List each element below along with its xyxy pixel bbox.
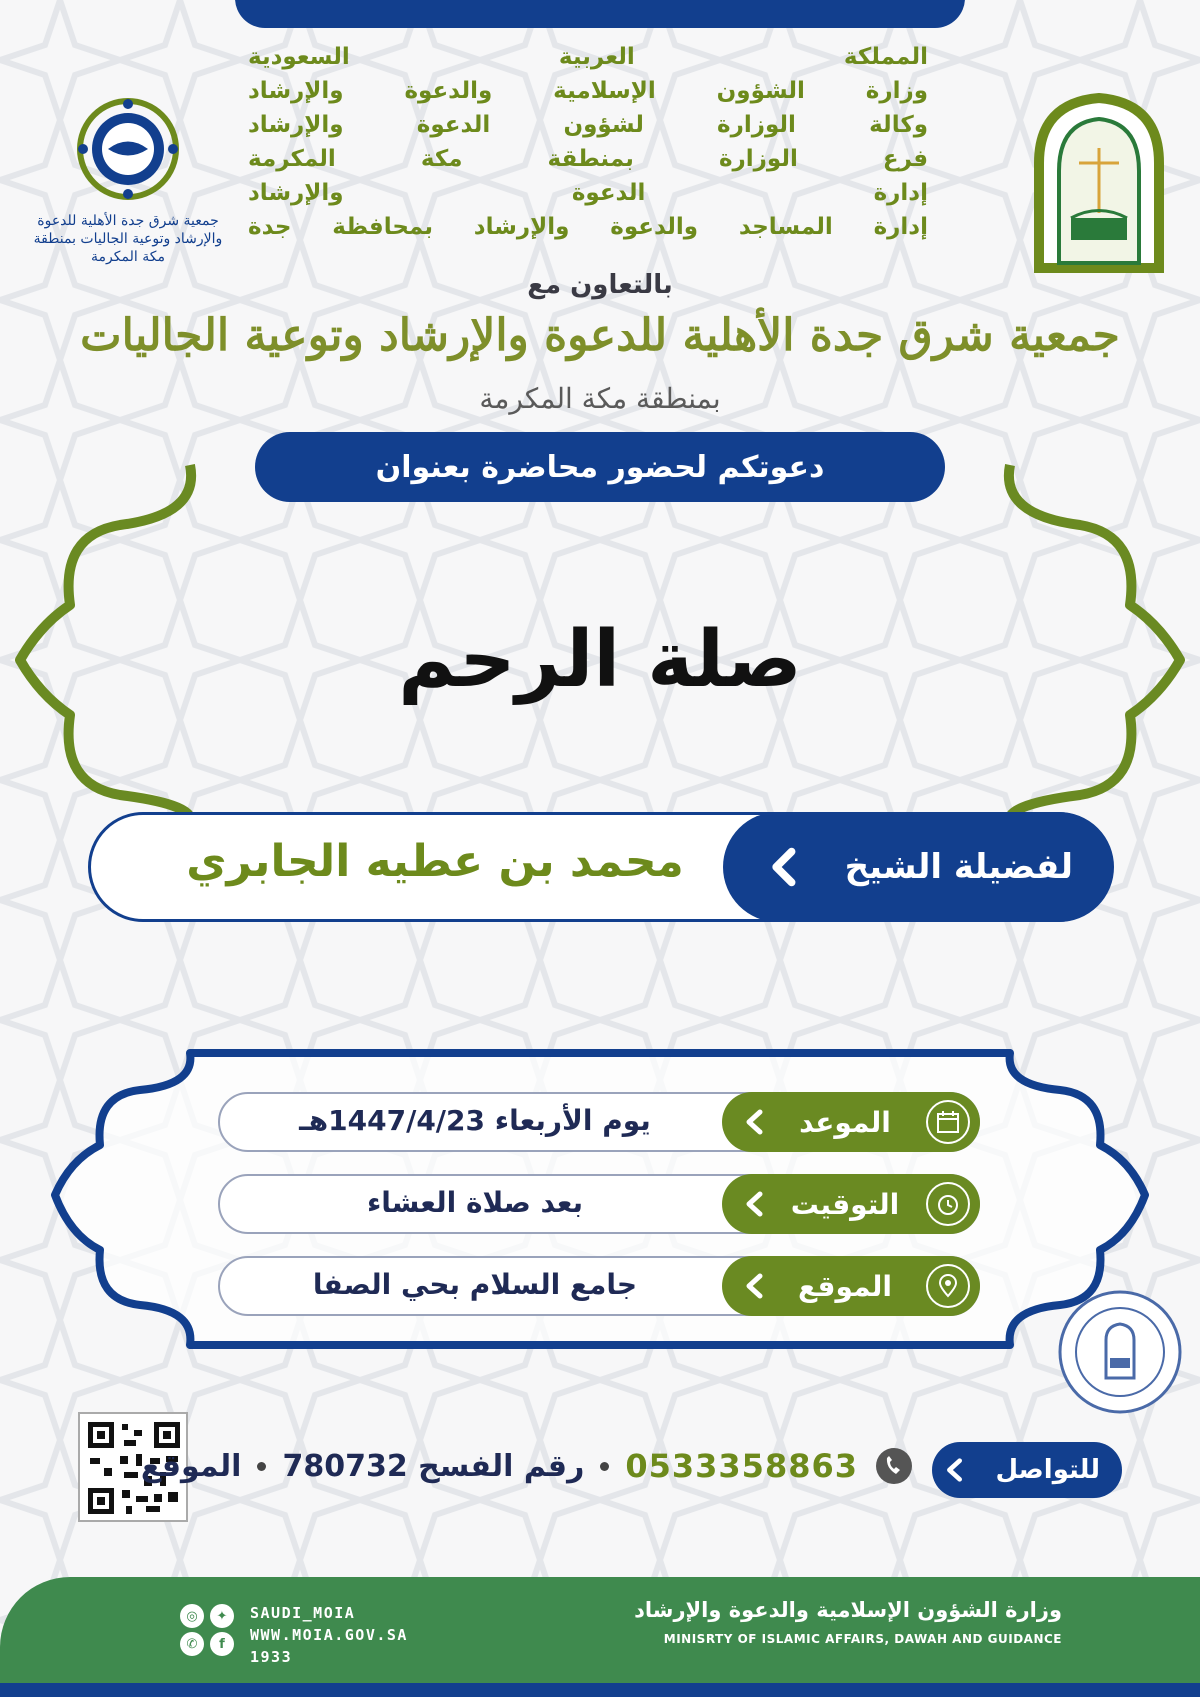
chevron-left-icon <box>740 1271 770 1301</box>
location-label-tag <box>722 1256 980 1316</box>
date-value: يوم الأربعاء 1447/4/23هـ <box>299 1104 651 1137</box>
association-logo <box>28 70 228 290</box>
phone-icon <box>874 1446 914 1486</box>
hotline-number[interactable]: 1933 <box>250 1648 293 1666</box>
time-label: التوقيت <box>790 1187 900 1221</box>
sheikh-name: محمد بن عطيه الجابري <box>186 836 684 887</box>
header-line: إدارة المساجد والدعوة والإرشاد بمحافظة جدة <box>248 214 928 240</box>
twitter-icon[interactable]: ✦ <box>210 1604 234 1628</box>
chevron-left-icon <box>941 1456 969 1484</box>
ministry-logo <box>1024 88 1174 278</box>
contact-label: للتواصل <box>995 1455 1100 1485</box>
association-name: جمعية شرق جدة الأهلية للدعوة والإرشاد وتوعية الجاليات <box>80 310 1120 361</box>
invitation-banner: دعوتكم لحضور محاضرة بعنوان <box>255 432 945 502</box>
header-block <box>248 40 928 244</box>
separator-dot <box>600 1462 609 1471</box>
website-link[interactable]: WWW.MOIA.GOV.SA <box>250 1626 408 1644</box>
location-label: الموقع <box>798 1269 892 1303</box>
sheikh-label: لفضيلة الشيخ <box>844 847 1073 887</box>
separator-dot <box>257 1462 266 1471</box>
chevron-left-icon <box>763 845 807 889</box>
cooperation-label: بالتعاون مع <box>527 270 673 300</box>
association-logo-text: جمعية شرق جدة الأهلية للدعوة والإرشاد وتوعية الجاليات بمنطقة مكة المكرمة <box>33 213 223 265</box>
location-link[interactable]: الموقع <box>140 1448 242 1484</box>
header-line: فرع الوزارة بمنطقة مكة المكرمة <box>248 146 928 172</box>
official-stamp-icon <box>1056 1288 1184 1416</box>
date-label: الموعد <box>799 1105 891 1139</box>
header-line: المملكة العربية السعودية <box>248 44 928 70</box>
association-region: بمنطقة مكة المكرمة <box>479 382 721 415</box>
date-label-tag <box>722 1092 980 1152</box>
contact-label-tag <box>932 1442 1122 1498</box>
social-handle[interactable]: SAUDI_MOIA <box>250 1604 356 1622</box>
association-emblem-icon <box>73 94 183 204</box>
phone-icon[interactable]: ✆ <box>180 1632 204 1656</box>
sheikh-label-tag <box>723 812 1113 922</box>
permit-number: رقم الفسح 780732 <box>282 1448 585 1484</box>
clock-icon <box>926 1182 970 1226</box>
social-icons <box>180 1604 236 1656</box>
chevron-left-icon <box>740 1189 770 1219</box>
header-line: إدارة الدعوة والإرشاد <box>248 180 928 206</box>
contact-line <box>141 1446 914 1486</box>
header-line: وزارة الشؤون الإسلامية والدعوة والإرشاد <box>248 78 928 104</box>
time-label-tag <box>722 1174 980 1234</box>
chevron-left-icon <box>740 1107 770 1137</box>
phone-number[interactable]: 0533358863 <box>625 1447 858 1485</box>
footer-ministry-english: MINISRTY OF ISLAMIC AFFAIRS, DAWAH AND GUIDANCE <box>663 1632 1062 1646</box>
facebook-icon[interactable]: f <box>210 1632 234 1656</box>
footer-ministry-arabic: وزارة الشؤون الإسلامية والدعوة والإرشاد <box>634 1598 1062 1622</box>
top-accent-bar <box>235 0 965 28</box>
instagram-icon[interactable]: ◎ <box>180 1604 204 1628</box>
location-pin-icon <box>926 1264 970 1308</box>
ministry-emblem-icon <box>1029 93 1169 273</box>
footer-social-info <box>250 1602 408 1668</box>
location-value: جامع السلام بحي الصفا <box>312 1268 638 1301</box>
header-line: وكالة الوزارة لشؤون الدعوة والإرشاد <box>248 112 928 138</box>
lecture-title: صلة الرحم <box>398 615 802 705</box>
time-value: بعد صلاة العشاء <box>366 1186 584 1219</box>
footer-base-bar <box>0 1683 1200 1697</box>
calendar-icon <box>926 1100 970 1144</box>
